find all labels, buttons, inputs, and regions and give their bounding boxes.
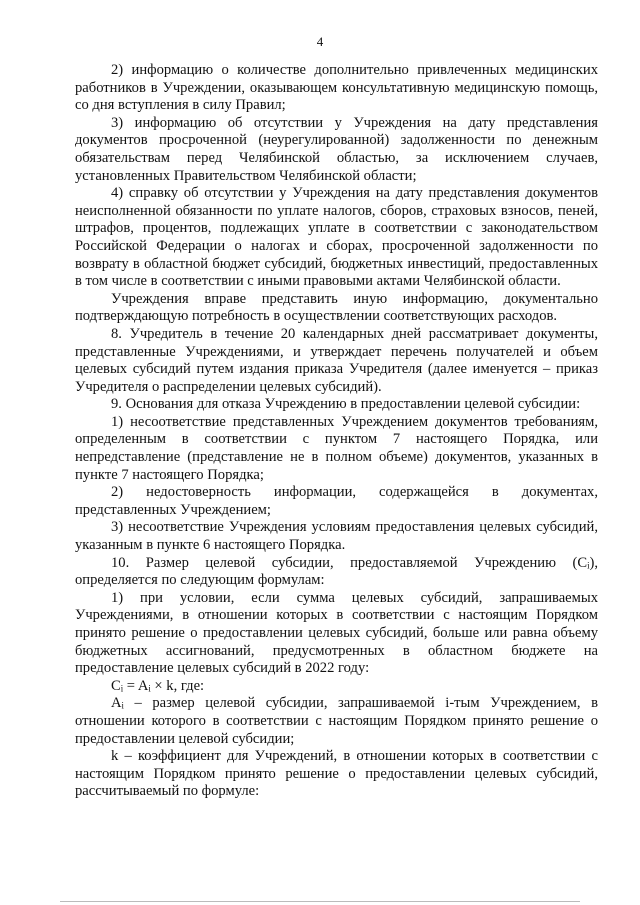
paragraph: 9. Основания для отказа Учреждению в предоставлении целевой субсидии: <box>111 396 581 413</box>
document-body <box>75 62 598 801</box>
paragraph: 1) при условии, если сумма целевых субсидий, запрашиваемых Учреждениями, в отношении которых в соответствии с настоящим Порядком принято решение о предоставлении целевых субсидий, больше или равна объему бюджетных ассигнований, предусмотренных в областном бюджете на предоставление целевых субсидий в 2022 году: <box>75 589 598 677</box>
page-number: 4 <box>316 34 324 49</box>
paragraph: 4) справку об отсутствии у Учреждения на дату представления документов неисполненной обязанности по уплате налогов, сборов, страховых взносов, пеней, штрафов, процентов, подлежащих уплате в соответствии с законодательством Российской Федерации о налогах и сборах, просроченной задолженности по возврату в областной бюджет субсидий, бюджетных инвестиций, предоставленных в том числе в соответствии с иными правовыми актами Челябинской области. <box>75 185 598 290</box>
paragraph: 3) несоответствие Учреждения условиям предоставления целевых субсидий, указанным в пункте 6 настоящего Порядка. <box>75 519 598 554</box>
paragraph: Aᵢ – размер целевой субсидии, запрашиваемой i-тым Учреждением, в отношении которого в соответствии с настоящим Порядком принято решение о предоставлении целевой субсидии; <box>75 695 598 747</box>
paragraph: k – коэффициент для Учреждений, в отношении которых в соответствии с настоящим Порядком принято решение о предоставлении целевых субсидий, рассчитываемый по формуле: <box>75 748 598 800</box>
paragraph: 2) недостоверность информации, содержащейся в документах, представленных Учреждением; <box>75 484 598 518</box>
paragraph: 1) несоответствие представленных Учреждением документов требованиям, определенным в соответствии с пунктом 7 настоящего Порядка, или непредставление (представление не в полном объеме) документов, указанных в пункте 7 настоящего Порядка; <box>75 413 598 483</box>
page-bottom-edge <box>60 901 580 902</box>
formula-line: Cᵢ = Aᵢ × k, где: <box>111 677 205 694</box>
paragraph: Учреждения вправе представить иную информацию, документально подтверждающую потребность в осуществлении соответствующих расходов. <box>75 290 598 325</box>
paragraph: 2) информацию о количестве дополнительно привлеченных медицинских работников в Учреждении, оказывающем консультативную медицинскую помощь, со дня вступления в силу Правил; <box>75 62 598 114</box>
paragraph: 8. Учредитель в течение 20 календарных дней рассматривает документы, представленные Учреждениями, и утверждает перечень получателей и объем целевых субсидий путем издания приказа Учредителя (далее именуется – приказ Учредителя о распределении целевых субсидий). <box>75 325 598 395</box>
paragraph: 3) информацию об отсутствии у Учреждения на дату представления документов просроченной (неурегулированной) задолженности по денежным обязательствам перед Челябинской областью, за исключением случаев, установленных Правительством Челябинской области; <box>75 114 598 184</box>
paragraph: 10. Размер целевой субсидии, предоставляемой Учреждению (Cᵢ), определяется по следующим формулам: <box>75 554 598 589</box>
